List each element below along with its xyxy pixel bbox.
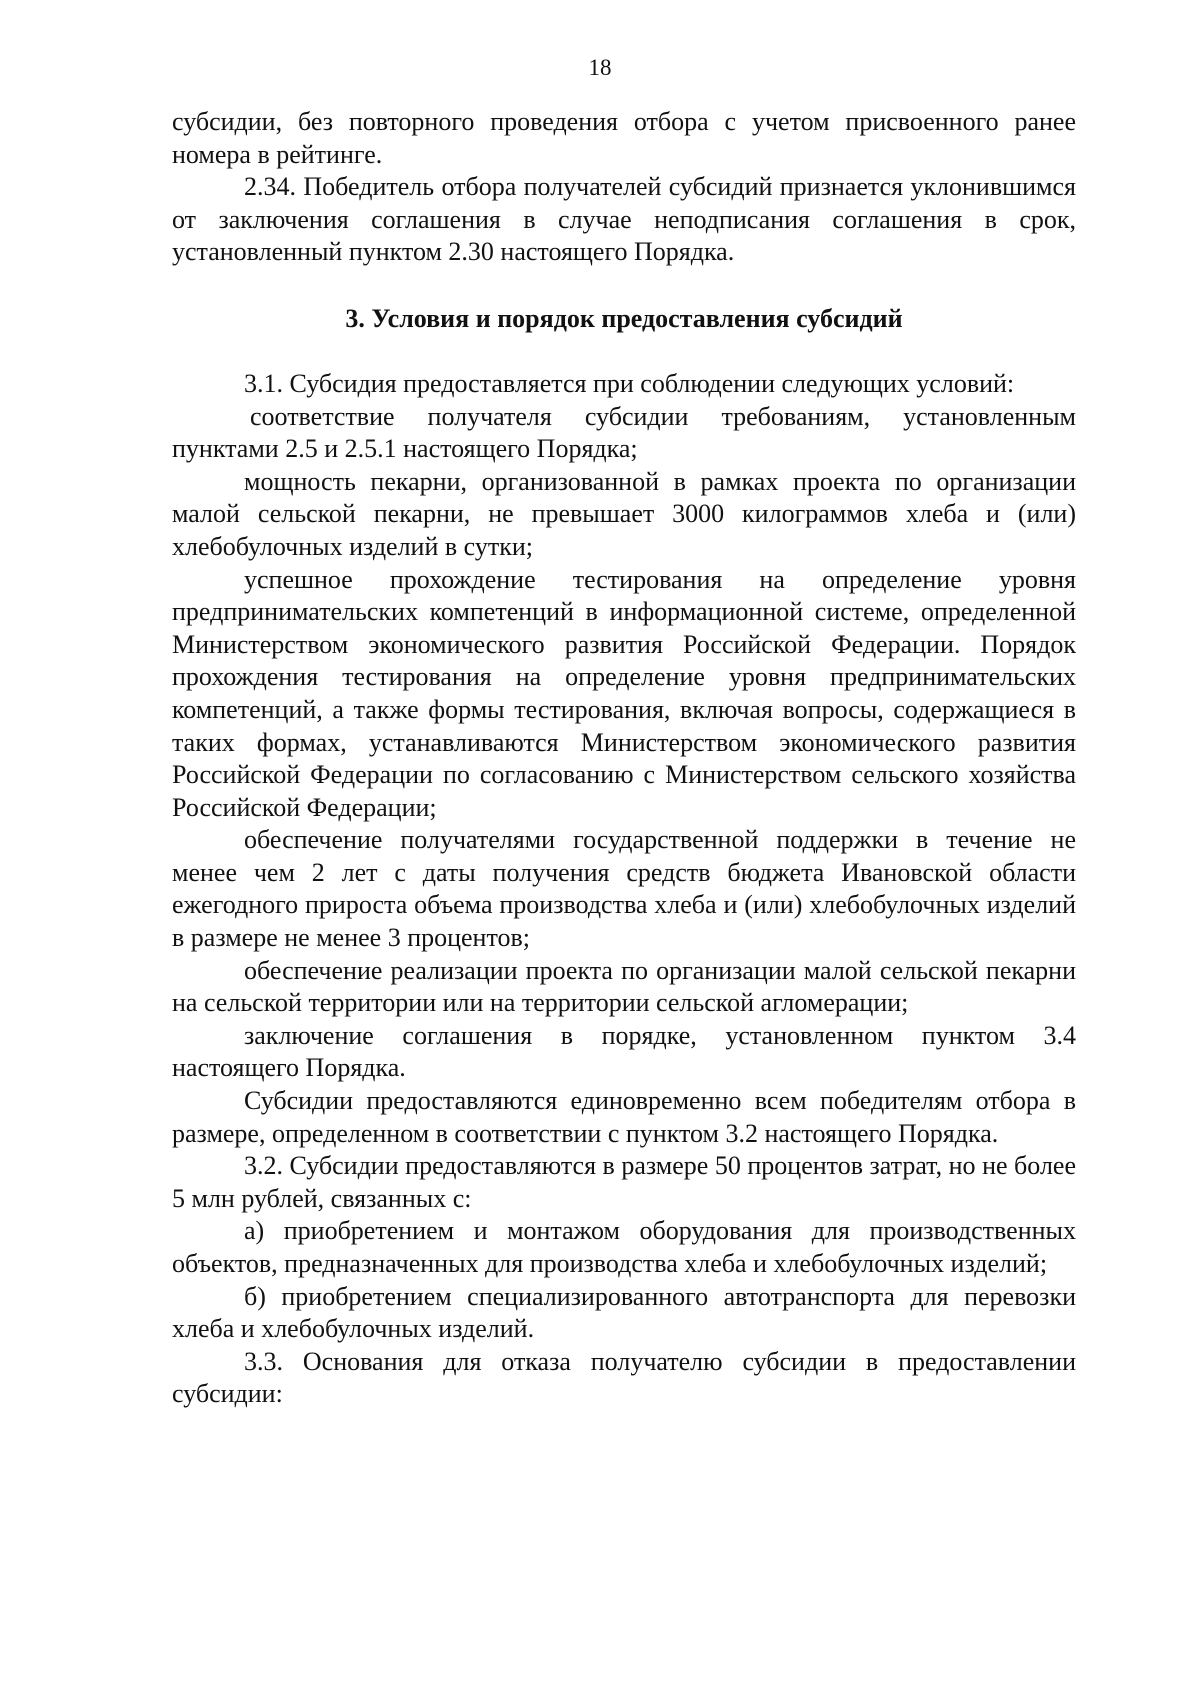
page-number: 18 — [588, 55, 612, 80]
paragraph-one-time-subsidy: Субсидии предоставляются единовременно всем победителям отбора в размере, определенном в соответствии с пунктом 3.2 настоящего Порядка. — [172, 1086, 1076, 1148]
paragraph-condition-capacity: мощность пекарни, организованной в рамках проекта по организации малой сельской пекарни, не превышает 3000 килограммов хлеба и (или) хлебобулочных изделий в сутки; — [172, 466, 1076, 561]
paragraph-condition-project: обеспечение реализации проекта по организации малой сельской пекарни на сельской территории или на территории сельской агломерации; — [172, 955, 1076, 1018]
paragraph-continuation: субсидии, без повторного проведения отбора с учетом присвоенного ранее номера в рейтинге. — [172, 107, 1076, 169]
paragraph-3-2: 3.2. Субсидии предоставляются в размере 50 процентов затрат, но не более 5 млн рублей, связанных с: — [172, 1151, 1076, 1213]
paragraph-condition-agreement: заключение соглашения в порядке, установленном пунктом 3.4 настоящего Порядка. — [172, 1020, 1076, 1083]
paragraph-item-a: а) приобретением и монтажом оборудования для производственных объектов, предназначенных для производства хлеба и хлебобулочных изделий; — [172, 1216, 1076, 1278]
paragraph-item-b: б) приобретением специализированного автотранспорта для перевозки хлеба и хлебобулочных изделий. — [172, 1281, 1076, 1344]
document-body — [172, 106, 1076, 1411]
paragraph-3-3: 3.3. Основания для отказа получателю субсидии в предоставлении субсидии: — [172, 1346, 1076, 1409]
paragraph-2-34: 2.34. Победитель отбора получателей субсидий признается уклонившимся от заключения соглашения в случае неподписания соглашения в срок, установленный пунктом 2.30 настоящего Порядка. — [172, 172, 1076, 267]
paragraph-condition-requirements: соответствие получателя субсидии требованиям, установленным пунктами 2.5 и 2.5.1 настоящего Порядка; — [172, 401, 1076, 464]
paragraph-3-1: 3.1. Субсидия предоставляется при соблюдении следующих условий: — [244, 368, 1015, 398]
section-heading: 3. Условия и порядок предоставления субсидий — [345, 303, 903, 333]
paragraph-condition-growth: обеспечение получателями государственной поддержки в течение не менее чем 2 лет с даты получения средств бюджета Ивановской области ежегодного прироста объема производства хлеба и (или) хлебобулочных изделий в размере не менее 3 процентов; — [172, 825, 1076, 953]
paragraph-condition-testing: успешное прохождение тестирования на определение уровня предпринимательских компетенций в информационной системе, определенной Министерством экономического развития Российской Федерации. Порядок прохождения тестирования на определение уровня предпринимательских компетенций, а также формы тестирования, включая вопросы, содержащиеся в таких формах, устанавливаются Министерством экономического развития Российской Федерации по согласованию с Министерством сельского хозяйства Российской Федерации; — [172, 564, 1076, 822]
